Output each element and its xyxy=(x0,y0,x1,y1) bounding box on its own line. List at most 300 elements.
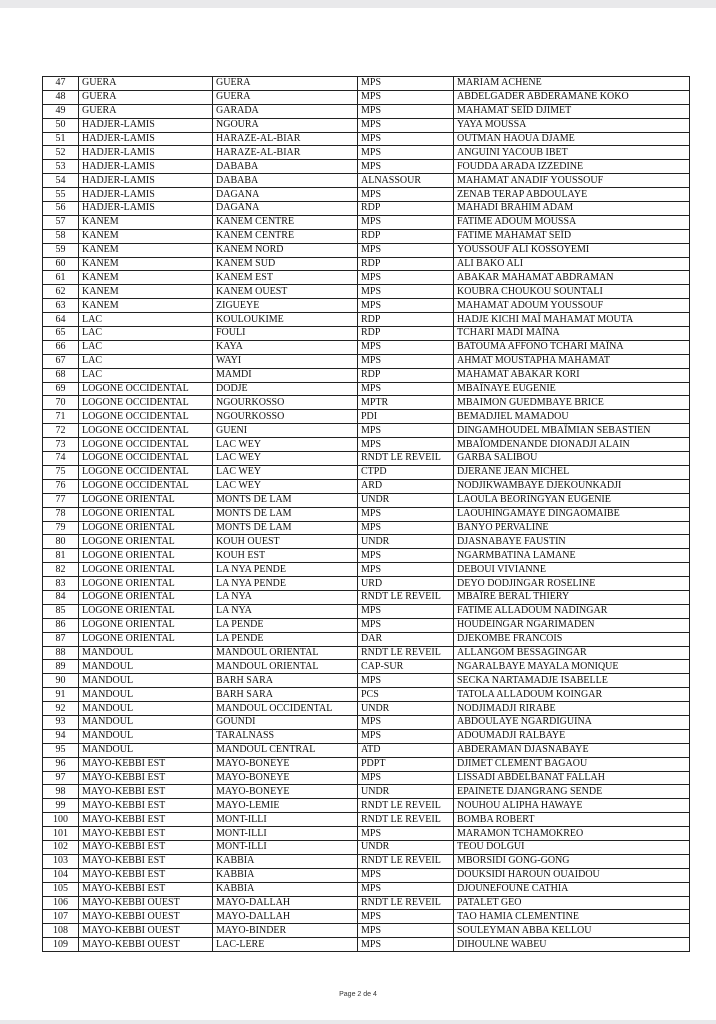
row-number: 89 xyxy=(43,660,79,674)
table-row xyxy=(43,924,690,938)
table-row xyxy=(43,90,690,104)
row-number: 109 xyxy=(43,938,79,952)
candidate-name-cell: SOULEYMAN ABBA KELLOU xyxy=(454,924,690,938)
table-row xyxy=(43,507,690,521)
table-row xyxy=(43,646,690,660)
party-cell: MPS xyxy=(358,340,454,354)
table-row xyxy=(43,549,690,563)
province-cell: LOGONE ORIENTAL xyxy=(79,507,213,521)
row-number: 63 xyxy=(43,299,79,313)
department-cell: KABBIA xyxy=(213,882,358,896)
department-cell: BARH SARA xyxy=(213,674,358,688)
department-cell: DODJE xyxy=(213,382,358,396)
table-row xyxy=(43,132,690,146)
party-cell: PDPT xyxy=(358,757,454,771)
table-row xyxy=(43,840,690,854)
province-cell: GUERA xyxy=(79,90,213,104)
party-cell: MPS xyxy=(358,285,454,299)
province-cell: LOGONE OCCIDENTAL xyxy=(79,396,213,410)
table-row xyxy=(43,660,690,674)
row-number: 49 xyxy=(43,104,79,118)
candidate-name-cell: ABDELGADER ABDERAMANE KOKO xyxy=(454,90,690,104)
row-number: 77 xyxy=(43,493,79,507)
row-number: 70 xyxy=(43,396,79,410)
province-cell: LOGONE ORIENTAL xyxy=(79,590,213,604)
table-row xyxy=(43,535,690,549)
department-cell: DABABA xyxy=(213,174,358,188)
table-row xyxy=(43,118,690,132)
table-row xyxy=(43,910,690,924)
party-cell: ARD xyxy=(358,479,454,493)
province-cell: GUERA xyxy=(79,104,213,118)
row-number: 65 xyxy=(43,327,79,341)
candidate-name-cell: DINGAMHOUDEL MBAÏMIAN SEBASTIEN xyxy=(454,424,690,438)
row-number: 86 xyxy=(43,618,79,632)
table-row xyxy=(43,521,690,535)
department-cell: HARAZE-AL-BIAR xyxy=(213,132,358,146)
candidate-name-cell: MAHAMAT ADOUM YOUSSOUF xyxy=(454,299,690,313)
party-cell: RDP xyxy=(358,257,454,271)
department-cell: NGOURKOSSO xyxy=(213,410,358,424)
row-number: 80 xyxy=(43,535,79,549)
party-cell: RNDT LE REVEIL xyxy=(358,896,454,910)
candidate-name-cell: DJERANE JEAN MICHEL xyxy=(454,465,690,479)
row-number: 104 xyxy=(43,868,79,882)
candidate-name-cell: ABAKAR MAHAMAT ABDRAMAN xyxy=(454,271,690,285)
row-number: 53 xyxy=(43,160,79,174)
table-row xyxy=(43,396,690,410)
candidate-name-cell: OUTMAN HAOUA DJAME xyxy=(454,132,690,146)
party-cell: PDI xyxy=(358,410,454,424)
department-cell: NGOURA xyxy=(213,118,358,132)
candidate-name-cell: DJOUNEFOUNE CATHIA xyxy=(454,882,690,896)
party-cell: RNDT LE REVEIL xyxy=(358,646,454,660)
page-number: Page 2 de 4 xyxy=(339,991,377,998)
table-row xyxy=(43,827,690,841)
table-row xyxy=(43,465,690,479)
department-cell: KANEM CENTRE xyxy=(213,229,358,243)
department-cell: KAYA xyxy=(213,340,358,354)
table-row xyxy=(43,202,690,216)
candidate-name-cell: DIHOULNE WABEU xyxy=(454,938,690,952)
candidate-name-cell: TAO HAMIA CLEMENTINE xyxy=(454,910,690,924)
department-cell: MAYO-DALLAH xyxy=(213,910,358,924)
row-number: 105 xyxy=(43,882,79,896)
department-cell: LAC WEY xyxy=(213,452,358,466)
table-row xyxy=(43,174,690,188)
province-cell: LOGONE OCCIDENTAL xyxy=(79,479,213,493)
candidate-name-cell: ZENAB TERAP ABDOULAYE xyxy=(454,188,690,202)
department-cell: TARALNASS xyxy=(213,729,358,743)
province-cell: KANEM xyxy=(79,271,213,285)
province-cell: KANEM xyxy=(79,229,213,243)
candidate-name-cell: DJEKOMBE FRANCOIS xyxy=(454,632,690,646)
party-cell: RDP xyxy=(358,313,454,327)
party-cell: MPS xyxy=(358,354,454,368)
table-row xyxy=(43,424,690,438)
candidate-name-cell: MBORSIDI GONG-GONG xyxy=(454,854,690,868)
candidate-name-cell: KOUBRA CHOUKOU SOUNTALI xyxy=(454,285,690,299)
department-cell: MAMDI xyxy=(213,368,358,382)
row-number: 59 xyxy=(43,243,79,257)
table-row xyxy=(43,882,690,896)
province-cell: LOGONE ORIENTAL xyxy=(79,632,213,646)
candidate-name-cell: DJIMET CLEMENT BAGAOU xyxy=(454,757,690,771)
party-cell: UNDR xyxy=(358,840,454,854)
department-cell: MAYO-DALLAH xyxy=(213,896,358,910)
table-row xyxy=(43,493,690,507)
province-cell: MAYO-KEBBI EST xyxy=(79,757,213,771)
province-cell: MANDOUL xyxy=(79,715,213,729)
department-cell: LAC WEY xyxy=(213,479,358,493)
candidate-name-cell: FATIME MAHAMAT SEÏD xyxy=(454,229,690,243)
party-cell: RDP xyxy=(358,327,454,341)
candidate-name-cell: MARAMON TCHAMOKREO xyxy=(454,827,690,841)
table-row xyxy=(43,799,690,813)
row-number: 108 xyxy=(43,924,79,938)
party-cell: MPS xyxy=(358,910,454,924)
party-cell: MPS xyxy=(358,521,454,535)
table-row xyxy=(43,229,690,243)
party-cell: RNDT LE REVEIL xyxy=(358,590,454,604)
table-row xyxy=(43,563,690,577)
row-number: 51 xyxy=(43,132,79,146)
department-cell: KOUH EST xyxy=(213,549,358,563)
department-cell: GUENI xyxy=(213,424,358,438)
province-cell: HADJER-LAMIS xyxy=(79,160,213,174)
province-cell: LOGONE OCCIDENTAL xyxy=(79,424,213,438)
department-cell: MANDOUL ORIENTAL xyxy=(213,646,358,660)
candidate-name-cell: MAHAMAT ABAKAR KORI xyxy=(454,368,690,382)
candidate-name-cell: BATOUMA AFFONO TCHARI MAÏNA xyxy=(454,340,690,354)
candidate-name-cell: TATOLA ALLADOUM KOINGAR xyxy=(454,688,690,702)
table-row xyxy=(43,285,690,299)
department-cell: LAC WEY xyxy=(213,438,358,452)
candidate-name-cell: ALLANGOM BESSAGINGAR xyxy=(454,646,690,660)
province-cell: HADJER-LAMIS xyxy=(79,146,213,160)
row-number: 54 xyxy=(43,174,79,188)
candidate-name-cell: MBAIMON GUEDMBAYE BRICE xyxy=(454,396,690,410)
department-cell: DABABA xyxy=(213,160,358,174)
candidate-name-cell: SECKA NARTAMADJE ISABELLE xyxy=(454,674,690,688)
province-cell: LAC xyxy=(79,313,213,327)
row-number: 88 xyxy=(43,646,79,660)
party-cell: MPS xyxy=(358,924,454,938)
party-cell: CTPD xyxy=(358,465,454,479)
row-number: 97 xyxy=(43,771,79,785)
table-row xyxy=(43,313,690,327)
department-cell: MAYO-LEMIE xyxy=(213,799,358,813)
candidate-name-cell: ANGUINI YACOUB IBET xyxy=(454,146,690,160)
candidate-name-cell: AHMAT MOUSTAPHA MAHAMAT xyxy=(454,354,690,368)
department-cell: DAGANA xyxy=(213,188,358,202)
department-cell: LAC WEY xyxy=(213,465,358,479)
row-number: 95 xyxy=(43,743,79,757)
province-cell: MANDOUL xyxy=(79,702,213,716)
table-row xyxy=(43,896,690,910)
party-cell: MPS xyxy=(358,938,454,952)
province-cell: MANDOUL xyxy=(79,646,213,660)
table-row xyxy=(43,354,690,368)
province-cell: HADJER-LAMIS xyxy=(79,202,213,216)
department-cell: HARAZE-AL-BIAR xyxy=(213,146,358,160)
row-number: 67 xyxy=(43,354,79,368)
row-number: 98 xyxy=(43,785,79,799)
candidate-name-cell: DJASNABAYE FAUSTIN xyxy=(454,535,690,549)
candidate-name-cell: LAOULA BEORINGYAN EUGENIE xyxy=(454,493,690,507)
party-cell: MPS xyxy=(358,771,454,785)
department-cell: GUERA xyxy=(213,90,358,104)
province-cell: MAYO-KEBBI OUEST xyxy=(79,924,213,938)
party-cell: RDP xyxy=(358,202,454,216)
department-cell: LAC-LERE xyxy=(213,938,358,952)
province-cell: LOGONE ORIENTAL xyxy=(79,618,213,632)
party-cell: MPS xyxy=(358,604,454,618)
row-number: 81 xyxy=(43,549,79,563)
department-cell: LA PENDE xyxy=(213,618,358,632)
row-number: 61 xyxy=(43,271,79,285)
department-cell: GUERA xyxy=(213,77,358,91)
party-cell: MPS xyxy=(358,132,454,146)
row-number: 57 xyxy=(43,215,79,229)
table-row xyxy=(43,785,690,799)
row-number: 76 xyxy=(43,479,79,493)
province-cell: MAYO-KEBBI EST xyxy=(79,882,213,896)
province-cell: LAC xyxy=(79,327,213,341)
party-cell: URD xyxy=(358,577,454,591)
table-row xyxy=(43,215,690,229)
province-cell: MAYO-KEBBI OUEST xyxy=(79,910,213,924)
row-number: 60 xyxy=(43,257,79,271)
row-number: 75 xyxy=(43,465,79,479)
row-number: 74 xyxy=(43,452,79,466)
department-cell: GOUNDI xyxy=(213,715,358,729)
department-cell: KABBIA xyxy=(213,868,358,882)
row-number: 103 xyxy=(43,854,79,868)
department-cell: KANEM CENTRE xyxy=(213,215,358,229)
province-cell: HADJER-LAMIS xyxy=(79,174,213,188)
party-cell: DAR xyxy=(358,632,454,646)
candidate-name-cell: ALI BAKO ALI xyxy=(454,257,690,271)
row-number: 48 xyxy=(43,90,79,104)
party-cell: MPS xyxy=(358,188,454,202)
party-cell: MPS xyxy=(358,160,454,174)
row-number: 83 xyxy=(43,577,79,591)
department-cell: MONTS DE LAM xyxy=(213,507,358,521)
table-row xyxy=(43,743,690,757)
candidate-name-cell: FATIME ALLADOUM NADINGAR xyxy=(454,604,690,618)
candidate-name-cell: FOUDDA ARADA IZZEDINE xyxy=(454,160,690,174)
party-cell: MPS xyxy=(358,77,454,91)
row-number: 73 xyxy=(43,438,79,452)
party-cell: CAP-SUR xyxy=(358,660,454,674)
row-number: 58 xyxy=(43,229,79,243)
department-cell: MANDOUL OCCIDENTAL xyxy=(213,702,358,716)
table-row xyxy=(43,604,690,618)
table-row xyxy=(43,938,690,952)
party-cell: MPS xyxy=(358,299,454,313)
candidate-name-cell: MBAÏNAYE EUGENIE xyxy=(454,382,690,396)
province-cell: LOGONE ORIENTAL xyxy=(79,535,213,549)
party-cell: MPS xyxy=(358,827,454,841)
province-cell: MAYO-KEBBI OUEST xyxy=(79,938,213,952)
candidate-name-cell: TEOU DOLGUI xyxy=(454,840,690,854)
party-cell: MPS xyxy=(358,674,454,688)
province-cell: MANDOUL xyxy=(79,688,213,702)
row-number: 99 xyxy=(43,799,79,813)
department-cell: KANEM SUD xyxy=(213,257,358,271)
department-cell: MANDOUL ORIENTAL xyxy=(213,660,358,674)
row-number: 101 xyxy=(43,827,79,841)
row-number: 47 xyxy=(43,77,79,91)
table-row xyxy=(43,340,690,354)
row-number: 106 xyxy=(43,896,79,910)
department-cell: BARH SARA xyxy=(213,688,358,702)
table-row xyxy=(43,438,690,452)
candidate-name-cell: FATIME ADOUM MOUSSA xyxy=(454,215,690,229)
row-number: 82 xyxy=(43,563,79,577)
province-cell: LOGONE ORIENTAL xyxy=(79,563,213,577)
row-number: 68 xyxy=(43,368,79,382)
province-cell: LOGONE OCCIDENTAL xyxy=(79,465,213,479)
table-body xyxy=(43,77,690,952)
row-number: 56 xyxy=(43,202,79,216)
province-cell: LOGONE OCCIDENTAL xyxy=(79,410,213,424)
table-row xyxy=(43,618,690,632)
party-cell: MPS xyxy=(358,549,454,563)
department-cell: LA NYA xyxy=(213,604,358,618)
province-cell: MANDOUL xyxy=(79,743,213,757)
row-number: 79 xyxy=(43,521,79,535)
table-row xyxy=(43,702,690,716)
row-number: 96 xyxy=(43,757,79,771)
table-row xyxy=(43,327,690,341)
province-cell: KANEM xyxy=(79,299,213,313)
table-row xyxy=(43,674,690,688)
province-cell: MAYO-KEBBI EST xyxy=(79,868,213,882)
province-cell: LAC xyxy=(79,368,213,382)
department-cell: LA NYA xyxy=(213,590,358,604)
candidate-name-cell: LAOUHINGAMAYE DINGAOMAIBE xyxy=(454,507,690,521)
candidate-name-cell: LISSADI ABDELBANAT FALLAH xyxy=(454,771,690,785)
table-row xyxy=(43,479,690,493)
table-row xyxy=(43,104,690,118)
department-cell: KABBIA xyxy=(213,854,358,868)
candidate-name-cell: MBAÏRE BERAL THIERY xyxy=(454,590,690,604)
candidate-name-cell: ABDERAMAN DJASNABAYE xyxy=(454,743,690,757)
candidate-name-cell: PATALET GEO xyxy=(454,896,690,910)
department-cell: MAYO-BONEYE xyxy=(213,785,358,799)
province-cell: KANEM xyxy=(79,215,213,229)
province-cell: MAYO-KEBBI EST xyxy=(79,799,213,813)
department-cell: FOULI xyxy=(213,327,358,341)
province-cell: KANEM xyxy=(79,285,213,299)
table-row xyxy=(43,382,690,396)
party-cell: MPS xyxy=(358,424,454,438)
party-cell: MPS xyxy=(358,729,454,743)
row-number: 107 xyxy=(43,910,79,924)
candidate-name-cell: NODJIKWAMBAYE DJEKOUNKADJI xyxy=(454,479,690,493)
province-cell: LOGONE OCCIDENTAL xyxy=(79,382,213,396)
province-cell: KANEM xyxy=(79,243,213,257)
party-cell: MPTR xyxy=(358,396,454,410)
candidate-name-cell: MAHAMAT ANADIF YOUSSOUF xyxy=(454,174,690,188)
department-cell: MONT-ILLI xyxy=(213,813,358,827)
row-number: 93 xyxy=(43,715,79,729)
candidate-name-cell: HOUDEINGAR NGARIMADEN xyxy=(454,618,690,632)
province-cell: GUERA xyxy=(79,77,213,91)
candidate-name-cell: ADOUMADJI RALBAYE xyxy=(454,729,690,743)
province-cell: MAYO-KEBBI EST xyxy=(79,840,213,854)
province-cell: KANEM xyxy=(79,257,213,271)
table-row xyxy=(43,368,690,382)
row-number: 100 xyxy=(43,813,79,827)
candidate-name-cell: MAHAMAT SEÏD DJIMET xyxy=(454,104,690,118)
row-number: 90 xyxy=(43,674,79,688)
table-row xyxy=(43,243,690,257)
row-number: 85 xyxy=(43,604,79,618)
party-cell: RNDT LE REVEIL xyxy=(358,452,454,466)
candidate-name-cell: EPAINETE DJANGRANG SENDE xyxy=(454,785,690,799)
row-number: 94 xyxy=(43,729,79,743)
candidate-name-cell: NOUHOU ALIPHA HAWAYE xyxy=(454,799,690,813)
candidate-name-cell: NGARMBATINA LAMANE xyxy=(454,549,690,563)
department-cell: MONT-ILLI xyxy=(213,840,358,854)
row-number: 84 xyxy=(43,590,79,604)
party-cell: MPS xyxy=(358,868,454,882)
table-row xyxy=(43,868,690,882)
candidate-name-cell: YAYA MOUSSA xyxy=(454,118,690,132)
candidate-name-cell: ABDOULAYE NGARDIGUINA xyxy=(454,715,690,729)
table-row xyxy=(43,271,690,285)
department-cell: KOUH OUEST xyxy=(213,535,358,549)
party-cell: ATD xyxy=(358,743,454,757)
province-cell: LOGONE ORIENTAL xyxy=(79,493,213,507)
row-number: 92 xyxy=(43,702,79,716)
province-cell: LOGONE ORIENTAL xyxy=(79,549,213,563)
department-cell: MAYO-BONEYE xyxy=(213,771,358,785)
row-number: 64 xyxy=(43,313,79,327)
department-cell: MONTS DE LAM xyxy=(213,493,358,507)
table-row xyxy=(43,854,690,868)
province-cell: MANDOUL xyxy=(79,674,213,688)
province-cell: HADJER-LAMIS xyxy=(79,188,213,202)
table-row xyxy=(43,77,690,91)
table-row xyxy=(43,590,690,604)
candidate-name-cell: BOMBA ROBERT xyxy=(454,813,690,827)
row-number: 71 xyxy=(43,410,79,424)
row-number: 50 xyxy=(43,118,79,132)
province-cell: LOGONE ORIENTAL xyxy=(79,604,213,618)
table-row xyxy=(43,757,690,771)
province-cell: MANDOUL xyxy=(79,660,213,674)
department-cell: MONT-ILLI xyxy=(213,827,358,841)
party-cell: MPS xyxy=(358,146,454,160)
row-number: 102 xyxy=(43,840,79,854)
table-row xyxy=(43,299,690,313)
party-cell: MPS xyxy=(358,215,454,229)
province-cell: LOGONE OCCIDENTAL xyxy=(79,452,213,466)
party-cell: MPS xyxy=(358,438,454,452)
candidates-table xyxy=(42,76,690,952)
table-row xyxy=(43,771,690,785)
department-cell: KOULOUKIME xyxy=(213,313,358,327)
table-row xyxy=(43,729,690,743)
row-number: 55 xyxy=(43,188,79,202)
department-cell: KANEM EST xyxy=(213,271,358,285)
province-cell: MAYO-KEBBI EST xyxy=(79,785,213,799)
table-row xyxy=(43,452,690,466)
